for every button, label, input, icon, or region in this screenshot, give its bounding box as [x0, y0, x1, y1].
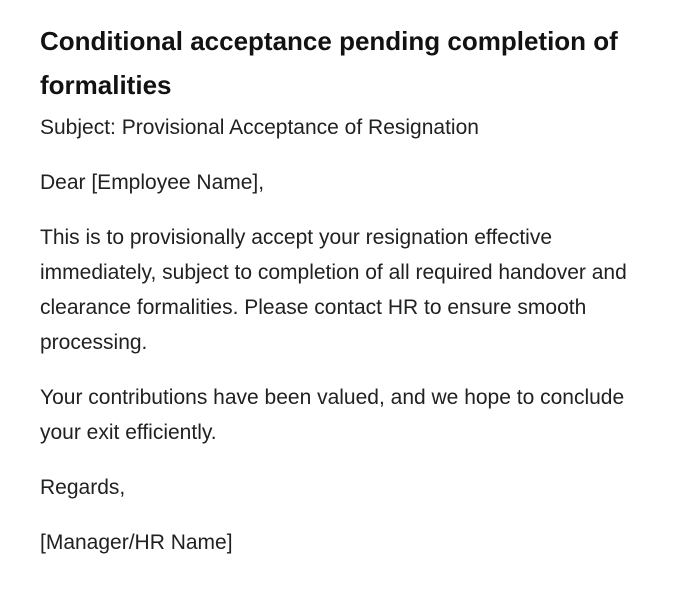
subject-line: Subject: Provisional Acceptance of Resignation: [40, 116, 479, 139]
body-paragraph-2: Your contributions have been valued, and we hope to conclude your exit efficiently.: [40, 386, 625, 444]
closing-line: Regards,: [40, 476, 126, 499]
signature-placeholder: [Manager/HR Name]: [40, 531, 233, 554]
salutation: Dear [Employee Name],: [40, 171, 265, 194]
page-title: Conditional acceptance pending completion of formalities: [40, 26, 618, 100]
body-paragraph-1: This is to provisionally accept your resignation effective immediately, subject to completion of all required handover and clearance formalities. Please contact HR to ensure smooth processing.: [40, 226, 627, 354]
